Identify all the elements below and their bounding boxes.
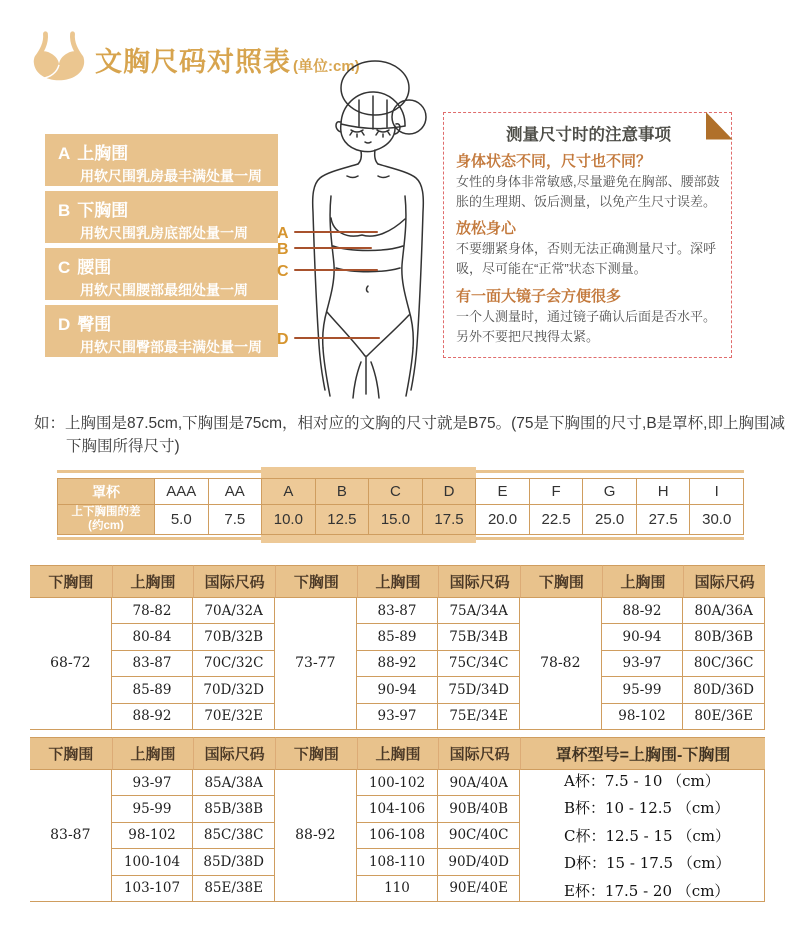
- size-col-header: 国际尺码: [193, 737, 275, 770]
- formula-line: A杯：7.5 - 10 （cm）: [563, 771, 720, 790]
- cup-letter-cell: I: [689, 479, 743, 504]
- notes-title: 测量尺寸时的注意事项: [506, 126, 671, 144]
- bust-range-cell: 98-102: [602, 704, 684, 730]
- right-arm: [378, 164, 423, 390]
- bust-range-cell: 98-102: [112, 823, 194, 849]
- measure-label-key: D: [58, 315, 71, 334]
- bust-range-cell: 90-94: [357, 677, 439, 703]
- cup-diff-cell: 12.5: [315, 504, 369, 534]
- intl-size-cell: 90E/40E: [438, 876, 520, 902]
- cup-diff-cell: 5.0: [154, 504, 208, 534]
- size-col-header: 上胸围: [112, 565, 194, 598]
- size-col-header: 上胸围: [602, 565, 684, 598]
- bust-range-cell: 85-89: [357, 624, 439, 650]
- bra-icon: [30, 30, 88, 86]
- intl-size-cell: 70D/32D: [193, 677, 275, 703]
- underbust-range-cell: 78-82: [520, 598, 602, 730]
- size-col-header: 国际尺码: [438, 737, 520, 770]
- formula-line: C杯：12.5 - 15 （cm）: [563, 826, 730, 845]
- size-col-header: 国际尺码: [683, 565, 765, 598]
- bust-range-cell: 95-99: [112, 796, 194, 822]
- bust-range-cell: 104-106: [357, 796, 439, 822]
- intl-size-cell: 80D/36D: [683, 677, 765, 703]
- cup-letter-cell: D: [422, 479, 476, 504]
- intl-size-cell: 70B/32B: [193, 624, 275, 650]
- cup-size-table: [57, 478, 744, 535]
- diff-header-line1: 上下胸围的差: [71, 506, 141, 519]
- intl-size-cell: 70E/32E: [193, 704, 275, 730]
- cup-diff-cell: 30.0: [689, 504, 743, 534]
- hair-bun: [341, 61, 409, 115]
- cup-letter-cell: AAA: [154, 479, 208, 504]
- cup-diff-cell: 22.5: [529, 504, 583, 534]
- torso-left: [323, 196, 335, 348]
- diff-header-line2: (约cm): [88, 519, 124, 532]
- cup-diff-cell: 7.5: [208, 504, 262, 534]
- torso-right: [402, 196, 414, 348]
- size-col-header: 国际尺码: [193, 565, 275, 598]
- underbust-range-cell: 88-92: [275, 770, 357, 902]
- cup-letter-cell: A: [261, 479, 315, 504]
- bust-range-cell: 93-97: [357, 704, 439, 730]
- cup-formula-header: 罩杯型号=上胸围-下胸围: [520, 737, 765, 770]
- cup-diff-cell: 15.0: [368, 504, 422, 534]
- marker-letter-b: B: [277, 241, 289, 258]
- page-title-unit: (单位:cm): [293, 58, 360, 75]
- intl-size-cell: 85C/38C: [193, 823, 275, 849]
- size-col-header: 上胸围: [357, 565, 439, 598]
- intl-size-cell: 85A/38A: [193, 770, 275, 796]
- cup-letter-cell: AA: [208, 479, 262, 504]
- cup-letter-cell: G: [582, 479, 636, 504]
- bust-range-cell: 100-104: [112, 849, 194, 875]
- left-eye: [350, 130, 364, 137]
- measure-label-name: 腰围: [77, 258, 112, 277]
- note-body: 一个人测量时，通过镜子确认后面是否水平。另外不要把尺拽得太紧。: [456, 308, 717, 344]
- measure-label-desc: 用软尺围腰部最细处量一周: [80, 282, 248, 298]
- size-table-2: [30, 737, 765, 902]
- bust-range-cell: 95-99: [602, 677, 684, 703]
- measure-label-desc: 用软尺围乳房最丰满处量一周: [80, 168, 262, 184]
- measure-label-c: [45, 248, 278, 300]
- cup-formula-panel: [520, 770, 765, 902]
- measure-label-b: [45, 191, 278, 243]
- diff-row-header: [58, 504, 154, 534]
- intl-size-cell: 75C/34C: [438, 651, 520, 677]
- cup-diff-cell: 20.0: [475, 504, 529, 534]
- note-body: 女性的身体非常敏感,尽量避免在胸部、腰部鼓胀的生理期、饭后测量，以免产生尺寸误差。: [456, 174, 720, 210]
- intl-size-cell: 85D/38D: [193, 849, 275, 875]
- intl-size-cell: 80E/36E: [683, 704, 765, 730]
- measure-label-title: [45, 305, 278, 335]
- bust-range-cell: 93-97: [602, 651, 684, 677]
- size-col-header: 上胸围: [357, 737, 439, 770]
- hair-side-bun: [392, 100, 426, 134]
- bust-range-cell: 103-107: [112, 876, 194, 902]
- measure-label-name: 下胸围: [77, 201, 129, 220]
- intl-size-cell: 75D/34D: [438, 677, 520, 703]
- size-col-header: 上胸围: [112, 737, 194, 770]
- collarbones: [347, 176, 389, 178]
- bust-range-cell: 88-92: [357, 651, 439, 677]
- size-col-header: 下胸围: [30, 565, 112, 598]
- measure-label-d: [45, 305, 278, 357]
- measure-label-title: [45, 191, 278, 221]
- bust-range-cell: 110: [357, 876, 439, 902]
- cup-diff-cell: 27.5: [636, 504, 690, 534]
- mouth: [365, 142, 371, 143]
- bust-range-cell: 106-108: [357, 823, 439, 849]
- bust-range-cell: 88-92: [112, 704, 194, 730]
- size-col-header: 国际尺码: [438, 565, 520, 598]
- cup-diff-cell: 25.0: [582, 504, 636, 534]
- cup-diff-cell: 17.5: [422, 504, 476, 534]
- marker-letter-d: D: [277, 331, 289, 348]
- hip-lines: [327, 312, 409, 394]
- cup-letter-cell: H: [636, 479, 690, 504]
- size-col-header: 下胸围: [275, 737, 357, 770]
- measure-label-name: 上胸围: [77, 144, 129, 163]
- bust-range-cell: 108-110: [357, 849, 439, 875]
- intl-size-cell: 90B/40B: [438, 796, 520, 822]
- bust-range-cell: 88-92: [602, 598, 684, 624]
- intl-size-cell: 70C/32C: [193, 651, 275, 677]
- navel: [367, 286, 369, 292]
- size-col-header: 下胸围: [275, 565, 357, 598]
- measure-label-desc: 用软尺围乳房底部处量一周: [80, 225, 248, 241]
- intl-size-cell: 70A/32A: [193, 598, 275, 624]
- formula-line: D杯：15 - 17.5 （cm）: [563, 854, 731, 873]
- cup-letter-cell: E: [475, 479, 529, 504]
- bust-range-cell: 80-84: [112, 624, 194, 650]
- bust-range-cell: 78-82: [112, 598, 194, 624]
- note-heading: 放松身心: [456, 220, 517, 238]
- underbust-range-cell: 68-72: [30, 598, 112, 730]
- note-heading: 有一面大镜子会方便很多: [456, 287, 622, 305]
- underbust-range-cell: 83-87: [30, 770, 112, 902]
- cup-row-header: 罩杯: [58, 479, 154, 504]
- measure-label-key: A: [58, 144, 71, 163]
- bust-range-cell: 90-94: [602, 624, 684, 650]
- marker-letter-a: A: [277, 225, 289, 242]
- intl-size-cell: 80B/36B: [683, 624, 765, 650]
- left-arm: [313, 164, 358, 390]
- figure-illustration: [275, 60, 465, 405]
- cup-letter-cell: C: [368, 479, 422, 504]
- intl-size-cell: 75E/34E: [438, 704, 520, 730]
- marker-letter-c: C: [277, 263, 289, 280]
- measure-label-desc: 用软尺围臀部最丰满处量一周: [80, 339, 262, 355]
- corner-fold-triangle: [706, 112, 733, 140]
- bust-range-cell: 93-97: [112, 770, 194, 796]
- measure-label-a: [45, 134, 278, 186]
- note-body: 不要绷紧身体，否则无法正确测量尺寸。深呼吸，尽可能在“正常”状态下测量。: [456, 241, 717, 277]
- bust-line: [331, 218, 405, 236]
- intl-size-cell: 90D/40D: [438, 849, 520, 875]
- cup-diff-cell: 10.0: [261, 504, 315, 534]
- intl-size-cell: 90C/40C: [438, 823, 520, 849]
- right-eye: [376, 130, 390, 137]
- measure-label-name: 臀围: [77, 315, 112, 334]
- cup-letter-cell: B: [315, 479, 369, 504]
- intl-size-cell: 85E/38E: [193, 876, 275, 902]
- intl-size-cell: 75A/34A: [438, 598, 520, 624]
- size-col-header: 下胸围: [520, 565, 602, 598]
- bust-range-cell: 83-87: [357, 598, 439, 624]
- measure-label-title: [45, 248, 278, 278]
- formula-line: B杯：10 - 12.5 （cm）: [563, 799, 730, 818]
- bust-range-cell: 85-89: [112, 677, 194, 703]
- formula-line: E杯：17.5 - 20 （cm）: [563, 881, 730, 900]
- note-heading: 身体状态不同，尺寸也不同？: [456, 153, 652, 170]
- measuring-notes-panel: [443, 112, 732, 358]
- size-table-1: [30, 565, 765, 730]
- page-title-text: 文胸尺码对照表: [95, 47, 291, 77]
- measure-label-key: C: [58, 258, 71, 277]
- intl-size-cell: 85B/38B: [193, 796, 275, 822]
- measure-label-title: [45, 134, 278, 164]
- intl-size-cell: 90A/40A: [438, 770, 520, 796]
- bust-range-cell: 83-87: [112, 651, 194, 677]
- cup-letter-cell: F: [529, 479, 583, 504]
- measure-label-key: B: [58, 201, 71, 220]
- intl-size-cell: 75B/34B: [438, 624, 520, 650]
- notes-sections: [456, 150, 721, 347]
- size-col-header: 下胸围: [30, 737, 112, 770]
- underbust-range-cell: 73-77: [275, 598, 357, 730]
- intl-size-cell: 80A/36A: [683, 598, 765, 624]
- intl-size-cell: 80C/36C: [683, 651, 765, 677]
- example-note: 如：上胸围是87.5cm,下胸围是75cm，相对应的文胸的尺寸就是B75。(75是下胸围的尺寸,B是罩杯,即上胸围减下胸围所得尺寸): [34, 415, 785, 455]
- bust-range-cell: 100-102: [357, 770, 439, 796]
